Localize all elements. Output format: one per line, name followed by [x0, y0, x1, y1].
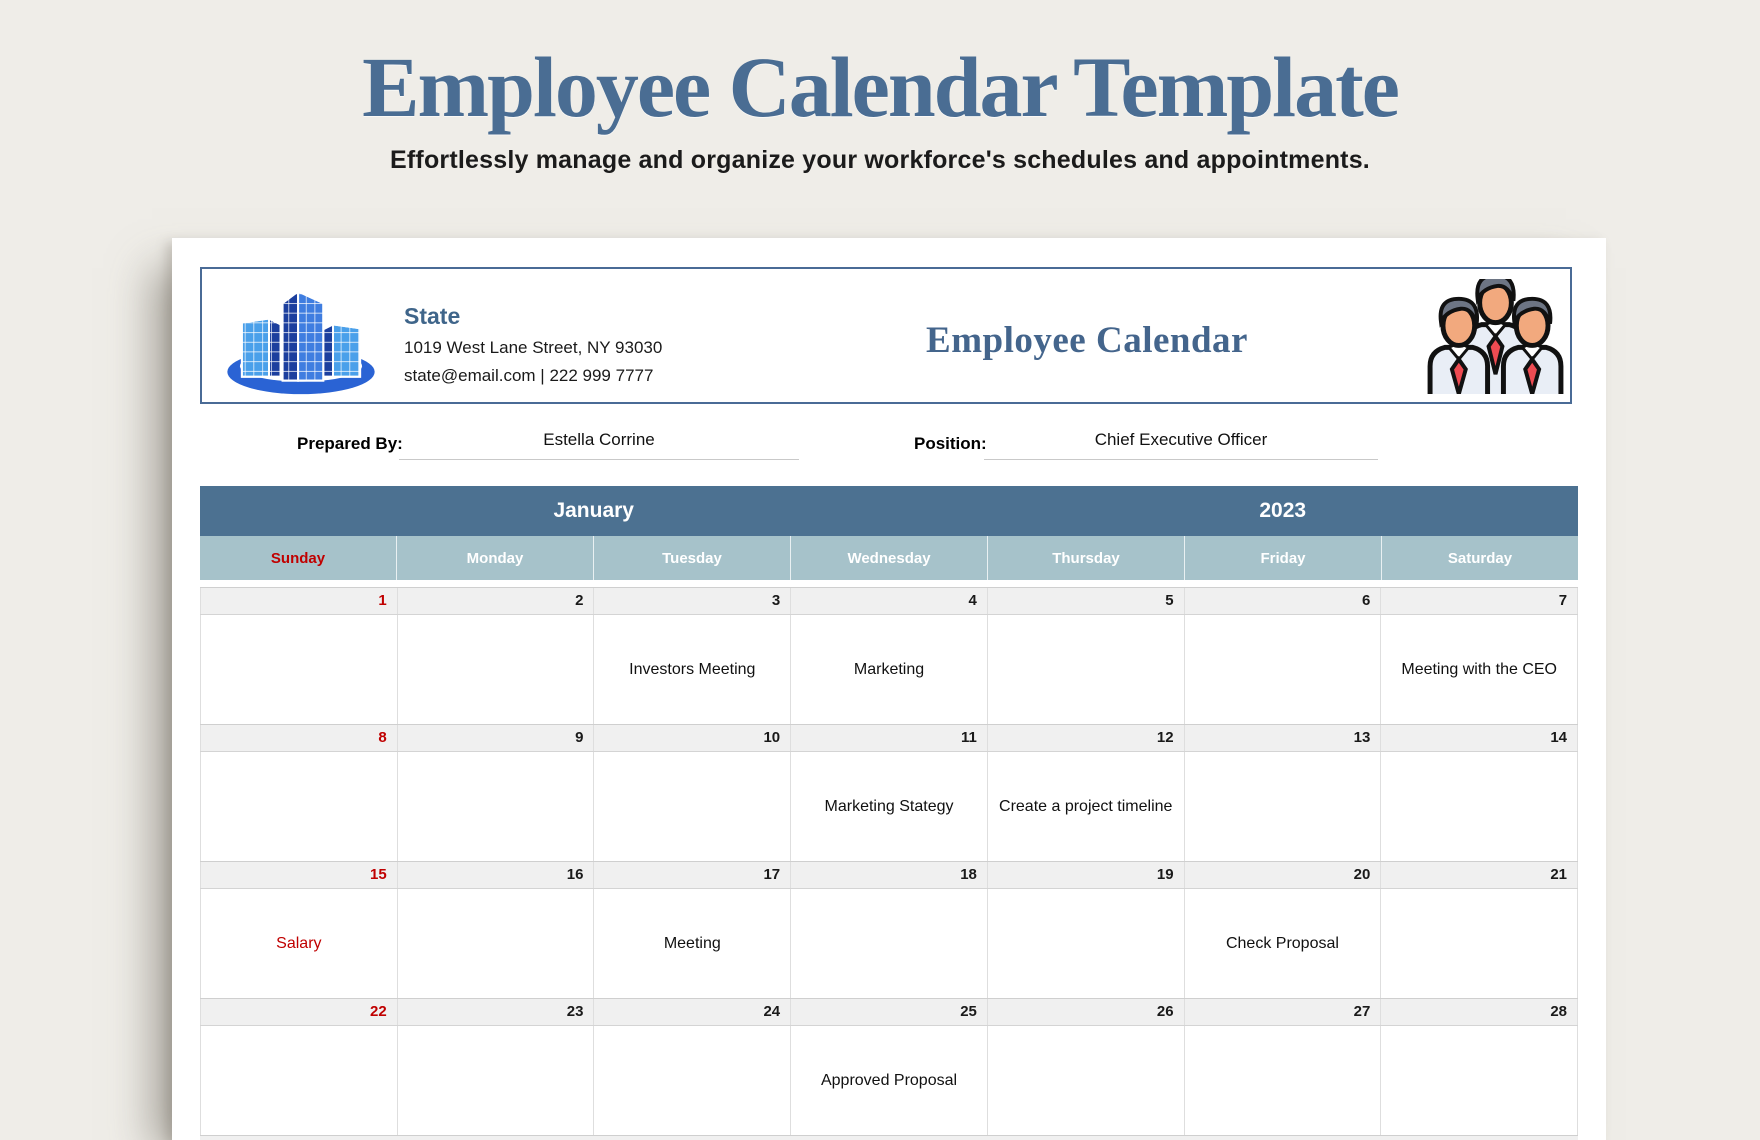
week-3-dates	[200, 861, 1578, 889]
event-cell[interactable]	[200, 1026, 398, 1135]
week-3-events	[200, 889, 1578, 998]
prepared-by-field[interactable]: Estella Corrine	[399, 428, 799, 460]
date-cell[interactable]: 21	[1381, 862, 1578, 888]
weekday-sunday: Sunday	[200, 536, 397, 580]
company-info	[404, 303, 662, 385]
event-cell[interactable]: Check Proposal	[1185, 889, 1382, 998]
event-cell[interactable]	[398, 752, 595, 861]
event-cell[interactable]: Meeting with the CEO	[1381, 615, 1578, 724]
document-heading: Employee Calendar	[926, 320, 1248, 361]
event-cell[interactable]	[594, 752, 791, 861]
hero-header	[0, 0, 1760, 175]
week-1-dates	[200, 587, 1578, 615]
week-2-dates	[200, 724, 1578, 752]
date-cell[interactable]: 6	[1185, 588, 1382, 614]
event-cell[interactable]	[988, 1026, 1185, 1135]
date-cell[interactable]: 26	[988, 999, 1185, 1025]
company-buildings-icon	[218, 274, 384, 400]
week-4-dates	[200, 998, 1578, 1026]
date-cell[interactable]: 18	[791, 862, 988, 888]
date-cell[interactable]: 2	[398, 588, 595, 614]
date-cell[interactable]: 17	[594, 862, 791, 888]
company-name: State	[404, 303, 461, 329]
page-title: Employee Calendar Template	[362, 39, 1398, 135]
event-cell[interactable]	[200, 752, 398, 861]
date-cell[interactable]: 5	[988, 588, 1185, 614]
date-cell[interactable]: 24	[594, 999, 791, 1025]
weekday-friday: Friday	[1185, 536, 1382, 580]
event-cell[interactable]	[791, 889, 988, 998]
event-cell[interactable]	[988, 615, 1185, 724]
date-cell[interactable]: 14	[1381, 725, 1578, 751]
event-cell[interactable]: Investors Meeting	[594, 615, 791, 724]
event-cell[interactable]	[1381, 889, 1578, 998]
event-cell[interactable]: Salary	[200, 889, 398, 998]
spacer-row	[200, 580, 1578, 587]
date-cell[interactable]: 4	[791, 588, 988, 614]
company-banner	[200, 267, 1572, 404]
date-cell[interactable]: 22	[200, 999, 398, 1025]
date-cell[interactable]: 3	[594, 588, 791, 614]
date-cell[interactable]: 27	[1185, 999, 1382, 1025]
event-cell[interactable]	[398, 889, 595, 998]
date-cell[interactable]: 7	[1381, 588, 1578, 614]
event-cell[interactable]	[1185, 1026, 1382, 1135]
event-cell[interactable]: Marketing	[791, 615, 988, 724]
date-cell[interactable]: 25	[791, 999, 988, 1025]
weekday-saturday: Saturday	[1447, 549, 1513, 567]
event-cell[interactable]: Meeting	[594, 889, 791, 998]
year-label: 2023	[1259, 499, 1307, 522]
company-contact: state@email.com | 222 999 7777	[404, 366, 654, 385]
event-cell[interactable]	[398, 1026, 595, 1135]
company-address: 1019 West Lane Street, NY 93030	[404, 338, 663, 357]
event-cell[interactable]	[1185, 615, 1382, 724]
position-field[interactable]: Chief Executive Officer	[984, 428, 1378, 460]
event-cell[interactable]	[1381, 752, 1578, 861]
date-cell[interactable]: 19	[988, 862, 1185, 888]
date-cell[interactable]: 28	[1381, 999, 1578, 1025]
date-cell[interactable]: 9	[398, 725, 595, 751]
month-header-row	[200, 486, 1578, 536]
event-cell[interactable]: Marketing Stategy	[791, 752, 988, 861]
date-cell[interactable]: 16	[398, 862, 595, 888]
date-cell[interactable]: 23	[398, 999, 595, 1025]
weekday-monday: Monday	[397, 536, 594, 580]
date-cell[interactable]: 1	[200, 588, 398, 614]
event-cell[interactable]	[988, 889, 1185, 998]
week-2-events	[200, 752, 1578, 861]
calendar-table	[200, 486, 1578, 1140]
document-page	[172, 238, 1606, 1140]
event-cell[interactable]	[200, 615, 398, 724]
position-label: Position:	[914, 434, 987, 453]
event-cell[interactable]	[1185, 752, 1382, 861]
event-cell[interactable]: Approved Proposal	[791, 1026, 988, 1135]
week-4-events	[200, 1026, 1578, 1135]
date-cell[interactable]: 11	[791, 725, 988, 751]
event-cell[interactable]	[1381, 1026, 1578, 1135]
weekday-thursday: Thursday	[988, 536, 1185, 580]
event-cell[interactable]	[594, 1026, 791, 1135]
date-cell[interactable]: 13	[1185, 725, 1382, 751]
page-subtitle: Effortlessly manage and organize your workforce's schedules and appointments.	[390, 146, 1370, 175]
date-cell[interactable]: 8	[200, 725, 398, 751]
team-icon	[1426, 279, 1565, 394]
event-cell[interactable]	[398, 615, 595, 724]
date-cell[interactable]: 20	[1185, 862, 1382, 888]
weekday-wednesday: Wednesday	[791, 536, 988, 580]
week-1-events	[200, 615, 1578, 724]
date-cell[interactable]: 15	[200, 862, 398, 888]
weekday-tuesday: Tuesday	[594, 536, 791, 580]
date-cell[interactable]: 12	[988, 725, 1185, 751]
next-week-band	[200, 1135, 1578, 1140]
event-cell[interactable]: Create a project timeline	[988, 752, 1185, 861]
prepared-by-label: Prepared By:	[297, 434, 403, 453]
weekday-header-row	[200, 536, 1578, 580]
month-label: January	[553, 499, 634, 522]
date-cell[interactable]: 10	[594, 725, 791, 751]
